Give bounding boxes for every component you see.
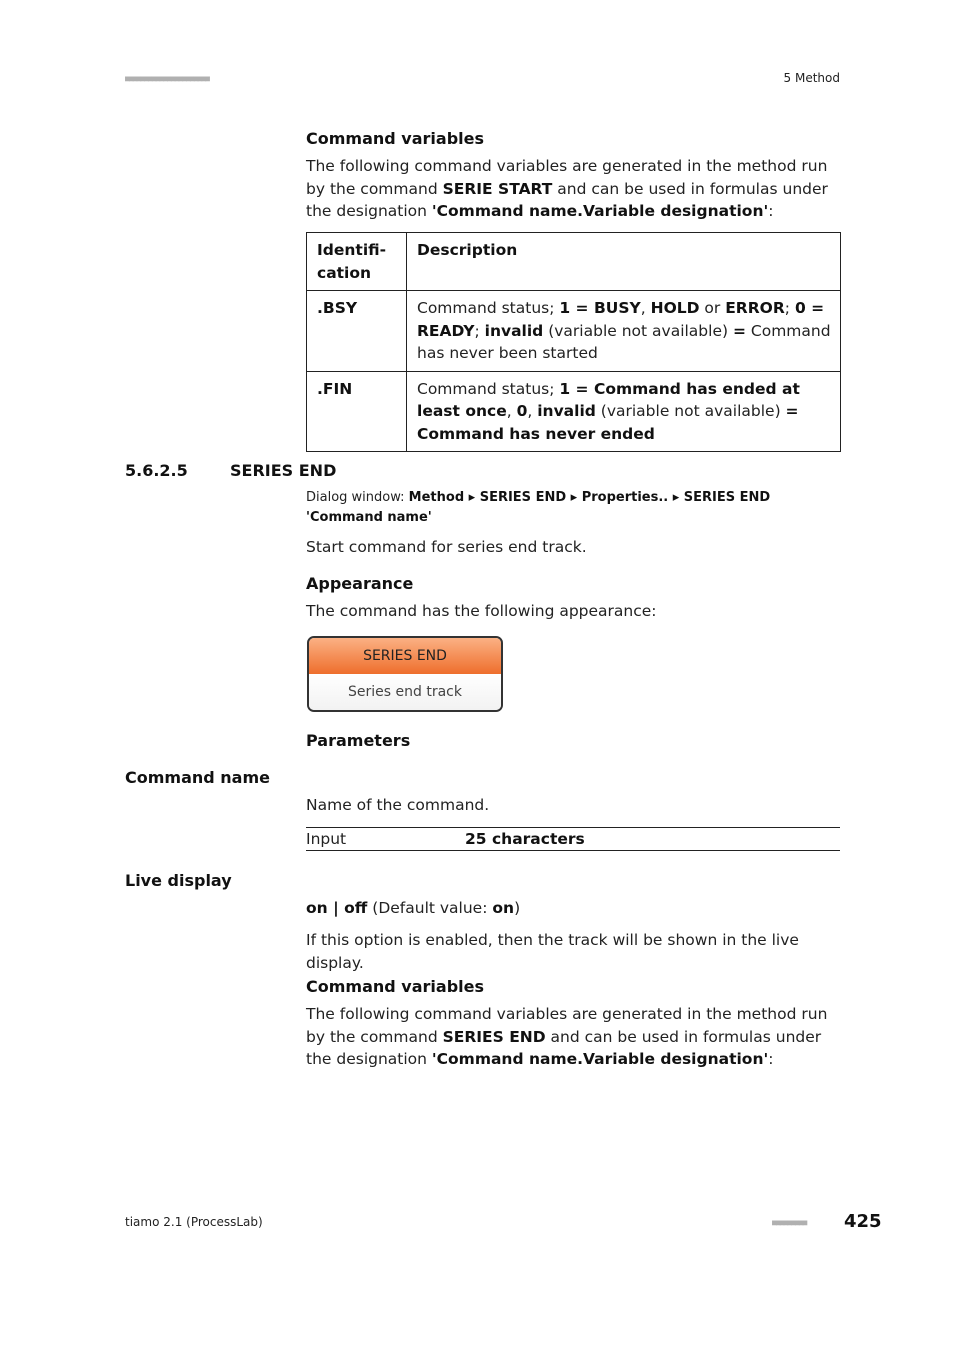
appearance-heading: Appearance	[306, 574, 414, 593]
dialog-path: Dialog window: Method ▸ SERIES END ▸ Properties.. ▸ SERIES END 'Command name'	[306, 490, 771, 525]
table-cell-description: Command status; 1 = Command has ended at least once, 0, invalid (variable not available) = Command has never ended	[407, 371, 841, 452]
table-header-row	[307, 233, 841, 291]
command-variables-intro-2: The following command variables are generated in the method run by the command SERIES END and can be used in formulas under the designation 'Command name.Variable designation':	[306, 1005, 828, 1068]
section-number: 5.6.2.5	[125, 461, 188, 480]
command-variables-heading: Command variables	[306, 129, 484, 148]
command-box-title: SERIES END	[309, 638, 501, 674]
footer-product: tiamo 2.1 (ProcessLab)	[125, 1215, 263, 1229]
table-cell-id: .FIN	[307, 371, 407, 452]
input-label: Input	[306, 830, 347, 848]
command-name-text: Name of the command.	[306, 796, 490, 814]
command-box-subtitle: Series end track	[309, 674, 501, 710]
live-display-label: Live display	[125, 871, 232, 890]
page-number: 425	[844, 1211, 882, 1232]
section-title: SERIES END	[230, 461, 337, 480]
appearance-text: The command has the following appearance:	[306, 602, 657, 620]
command-variables-table	[306, 232, 841, 452]
live-display-options: on | off (Default value: on)	[306, 899, 521, 917]
footer-decoration: ■■■■■■■■■	[772, 1218, 807, 1227]
table-cell-description: Command status; 1 = BUSY, HOLD or ERROR; 0 = READY; invalid (variable not available) = Command has never been started	[407, 291, 841, 372]
table-header-description: Description	[407, 233, 841, 291]
chapter-title: 5 Method	[783, 71, 840, 85]
table-header-identification: Identifi- cation	[307, 233, 407, 291]
command-variables-heading-2: Command variables	[306, 977, 484, 996]
table-row	[307, 371, 841, 452]
live-display-text: If this option is enabled, then the track will be shown in the live display.	[306, 931, 799, 972]
parameters-heading: Parameters	[306, 731, 411, 750]
command-variables-intro: The following command variables are generated in the method run by the command SERIE START and can be used in formulas under the designation 'Command name.Variable designation':	[306, 157, 828, 220]
command-name-input-row	[306, 827, 840, 851]
header-decoration: ■■■■■■■■■■■■■■■■■■■■■■	[125, 74, 209, 83]
section-summary: Start command for series end track.	[306, 538, 587, 556]
table-cell-id: .BSY	[307, 291, 407, 372]
command-name-label: Command name	[125, 768, 270, 787]
input-value: 25 characters	[465, 830, 585, 848]
command-appearance-box	[307, 636, 503, 712]
table-row	[307, 291, 841, 372]
